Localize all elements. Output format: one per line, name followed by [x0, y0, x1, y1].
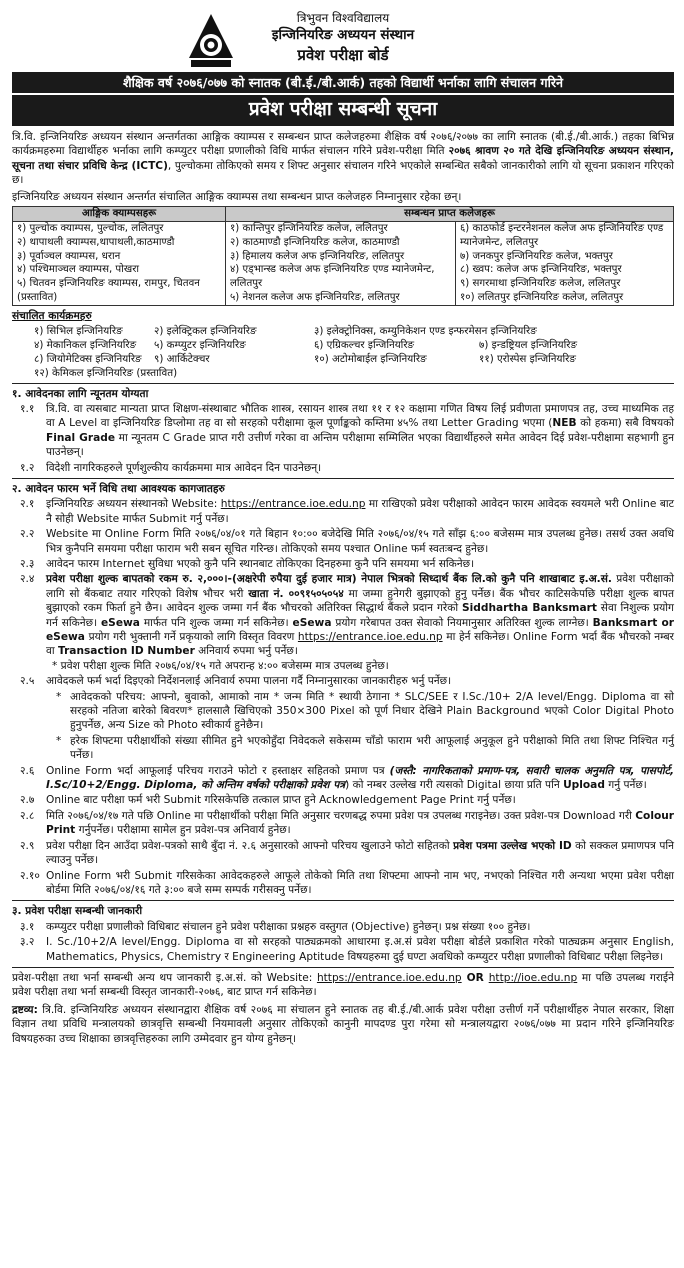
intro-paragraph-2: इन्जिनियरिङ अध्ययन संस्थान अन्तर्गत संचालित आङ्गिक क्याम्पस तथा सम्बन्धन प्राप्त कलेजहरु निम्नानुसार रहेका छन्। — [12, 190, 462, 203]
program-item: ५) कम्प्युटर इन्जिनियरिङ — [154, 338, 246, 351]
program-item: ६) एग्रिकल्चर इन्जिनियरिङ — [314, 338, 415, 351]
list-item: १.२ विदेशी नागरिकहरुले पूर्णशुल्कीय कार्यक्रममा मात्र आवेदन दिन पाउनेछन्। — [20, 461, 322, 474]
section-1-title: १. आवेदनका लागि न्यूनतम योग्यता — [12, 387, 149, 400]
board-name: प्रवेश परीक्षा बोर्ड — [297, 45, 389, 64]
program-item: १०) अटोमोबाईल इन्जिनियरिङ — [314, 352, 427, 365]
list-item: २.१० Online Form भरी Submit गरिसकेका आवेदकहरुले आफूले तोकेको मिति तथा शिफ्टमा आफ्नो नाम भए, नभएको निश्चित गरी अन्यथा भएमा प्रवेश परीक्षा बोर्डमा मिति २०७६/०४/१६ गते ३:०० बजे सम्म सम्पर्क गरीसक्नु पर्नेछ। — [20, 869, 674, 896]
institute-name: इन्जिनियरिङ अध्ययन संस्थान — [271, 27, 415, 44]
entrance-link[interactable]: https://entrance.ioe.edu.np — [220, 498, 366, 511]
program-item: ११) एरोस्पेस इन्जिनियरिङ — [479, 352, 576, 365]
list-item: २.६ Online Form भर्दा आफूलाई परिचय गराउने फोटो र हस्ताक्षर सहितको प्रमाण पत्र (जस्तै: नागरिकताको प्रमाण-पत्र, सवारी चालक अनुमति पत्र, पासपोर्ट, I.Sc/10+2/Engg. Diploma, को अन्तिम वर्षको परीक्षाको प्रवेश पत्र) को नम्बर उल्लेख गरी त्यसको Digital छाया प्रति पनि Upload गर्नु पर्नेछ। — [20, 764, 674, 792]
programs-title: संचालित कार्यक्रमहरु — [12, 310, 92, 323]
constituent-header: आङ्गिक क्याम्पसहरू — [13, 206, 226, 221]
ioe-link[interactable]: http://ioe.edu.np — [488, 971, 578, 984]
program-item: ८) जियोमेटिक्स इन्जिनियरिङ — [34, 352, 142, 365]
header — [12, 10, 674, 72]
list-item: २.८ मिति २०७६/०४/१७ गते पछि Online मा परीक्षार्थीको परीक्षा मिति अनुसार चरणबद्ध रुपमा प्रवेश पत्र उपलब्ध गराइनेछ। उक्त प्रवेश-पत्र Download गरी Colour Print गर्नुपर्नेछ। परीक्षामा सामेल हुन प्रवेश-पत्र अनिवार्य हुनेछ। — [20, 809, 675, 837]
program-item: २) इलेक्ट्रिकल इन्जिनियरिङ — [154, 324, 257, 337]
affiliated-list-a: १) कान्तिपुर इन्जिनियरिङ कलेज, ललितपुर २) काठमाण्डौ इन्जिनियरिङ कलेज, काठमाण्डौ ३) हिमालय कलेज अफ इन्जिनियरिङ, ललितपुर ४) एड्भान्स्ड कलेज अफ इन्जिनियरिङ एण्ड म्यानेजमेन्ट, ललितपुर ५) नेशनल कलेज अफ इन्जिनियरिङ, ललितपुर — [226, 221, 456, 305]
program-item: १) सिभिल इन्जिनियरिङ — [34, 324, 123, 337]
affiliated-header: सम्बन्धन प्राप्त कलेजहरू — [226, 206, 674, 221]
entrance-link[interactable]: https://entrance.ioe.edu.np — [297, 631, 443, 644]
section-2-title: २. आवेदन फारम भर्ने विधि तथा आवश्यक कागजातहरु — [12, 482, 225, 495]
list-item: २.७ Online बाट परीक्षा फर्म भरी Submit गरिसकेपछि तत्काल प्राप्त हुने Acknowledgement Page Print गर्नु पर्नेछ। — [20, 794, 516, 807]
bullet-item: * आवेदकको परिचय: आफ्नो, बुवाको, आमाको नाम * जन्म मिति * स्थायी ठेगाना * SLC/SEE र I.Sc./10+ 2/A level/Engg. Diploma वा सो सरहको नतिजा बारेको बिवरण* हालसालै खिचिएको 350×300 Pixel को पूर्ण निधार देखिने Plain Background भएको Color Digital Photo हुनुपर्नेछ, अन्य Size को Photo स्वीकार्य हुनेछैन। — [56, 690, 674, 732]
list-item: ३.२ I. Sc./10+2/A level/Engg. Diploma वा सो सरहको पाठ्यक्रमको आधारमा इ.अ.सं प्रवेश परीक्षा बोर्डले प्रकाशित गरेको पाठ्यक्रम अनुसार English, Mathematics, Physics, Chemistry र Engineering Aptitude विषयहरुमा दुई घण्टा अवधिको कम्प्युटर परीक्षा प्रणालीको विधिबाट परीक्षा लिइनेछ। — [20, 936, 674, 963]
program-item: ९) आर्किटेक्चर — [154, 352, 210, 365]
list-item: २.३ आवेदन फारम Internet सुविधा भएको कुनै पनि स्थानबाट तोकिएका दिनहरुमा कुनै पनि समयमा भर्न सकिनेछ। — [20, 557, 475, 570]
university-name: त्रिभुवन विश्वविद्यालय — [296, 11, 390, 25]
programs-list — [12, 324, 674, 380]
constituent-list: १) पुल्चोक क्याम्पस, पुल्चोक, ललितपुर २) थापाथली क्याम्पस,थापाथली,काठमाण्डौ ३) पूर्वाञ्चल क्याम्पस, धरान ४) पश्चिमाञ्चल क्याम्पस, पोखरा ५) चितवन इन्जिनियरिङ क्याम्पस, रामपुर, चितवन (प्रस्तावित) — [13, 221, 226, 305]
intro-paragraph: त्रि.वि. इन्जिनियरिङ अध्ययन संस्थान अन्तर्गतका आङ्गिक क्याम्पस र सम्बन्धन प्राप्त कलेजहरुमा शैक्षिक वर्ष २०७६/२०७७ का लागि स्नातक (बी.ई./बी.आर्क.) तहका बिभिन्न कार्यक्रमहरुमा विद्यार्थीहरु भर्नाका लागि कम्प्युटर परीक्षा प्रणालीको विधि मार्फत संचालन गरिने प्रवेश-परीक्षा मिति २०७६ श्रावण २० गते देखि इन्जिनियरिङ अध्ययन संस्थान, सूचना तथा संचार प्रविधि केन्द्र (ICTC), पुल्चोकमा तोकिएको समय र शिफ्ट अनुसार संचालन गरिने भएकोले सम्बन्धित सबैको जानकारीको लागि यो सूचना प्रकाशन गरिएको छ। — [12, 130, 674, 187]
footer-note: द्रष्टव्य: त्रि.वि. इन्जिनियरिङ अध्ययन संस्थानद्वारा शैक्षिक वर्ष २०७६ मा संचालन हुने स्नातक तह बी.ई./बी.आर्क प्रवेश परीक्षा उत्तीर्ण गर्ने परीक्षार्थीहरु नेपाल सरकार, शिक्षा विज्ञान तथा प्रविधि मन्त्रालयको छात्रवृत्ति सम्बन्धी नियमावली अनुसार तोकिएको कानुनी मापदण्ड पुरा गरेमा सो मन्त्रालयद्वारा २०७६/०७७ मा प्रदान गरिने इन्जिनियरिङ विषयहरुका उच्च शिक्षाका छात्रवृत्तिहरुका लागि उम्मेदवार हुन योग्य हुनेछन्। — [12, 1003, 674, 1045]
list-item: १.१ त्रि.वि. वा त्यसबाट मान्यता प्राप्त शिक्षण-संस्थाबाट भौतिक शास्त्र, रसायन शास्त्र तथा ११ र १२ कक्षामा गणित विषय लिई प्रवीणता प्रमाणपत्र तह, उच्च माध्यमिक तह वा A Level वा इन्जिनियरिङ डिप्लोमा तह वा सो सरहको परीक्षामा कूल पूर्णाङ्कको कम्तिमा ४५% तथा Letter Grading भएमा (NEB को हकमा) सबै विषयको Final Grade मा न्यूनतम C Grade प्राप्त गरी उत्तीर्ण गरेका वा अन्तिम परीक्षामा सम्मिलित भएका विद्यार्थीहरुले समेत आवेदन दिई प्रवेश-परीक्षामा सहभागी हुन पाउनेछन्। — [20, 402, 674, 459]
list-item: ३.१ कम्प्युटर परीक्षा प्रणालीको विधिबाट संचालन हुने प्रवेश परीक्षाका प्रश्नहरु वस्तुगत (Objective) हुनेछन्। प्रश्न संख्या १०० हुनेछ। — [20, 920, 531, 933]
institutions-table — [12, 206, 674, 306]
list-item: २.९ प्रवेश परीक्षा दिन आउँदा प्रवेश-पत्रको साथै बुँदा नं. २.६ अनुसारको आफ्नो परिचय खुलाउने फोटो सहितको प्रवेश पत्रमा उल्लेख भएको ID को सक्कल प्रमाणपत्र पनि ल्याउनु पर्नेछ। — [20, 839, 674, 867]
program-item: ३) इलेक्ट्रोनिक्स, कम्युनिकेशन एण्ड इन्फरमेसन इन्जिनियरिङ — [314, 324, 537, 337]
footer-info: प्रवेश-परीक्षा तथा भर्ना सम्बन्धी अन्य थप जानकारी इ.अ.सं. को Website: https://entrance.ioe.edu.np OR http://ioe.edu.np मा पछि उपलब्ध गराईने प्रवेश परीक्षा तथा भर्ना सम्बन्धी विस्तृत जानकारी-२०७६, बाट प्राप्त गर्न सकिनेछ। — [12, 971, 674, 999]
bullet-item: * हरेक शिफ्टमा परीक्षार्थीको संख्या सीमित हुने भएकोहुँदा निवेदकले सकेसम्म चाँडो फाराम भरी आफूलाई अनुकूल हुने परीक्षाको मिति तथा शिफ्ट निश्चित गर्नु पर्नेछ। — [56, 734, 674, 762]
notice-title: प्रवेश परीक्षा सम्बन्धी सूचना — [12, 93, 674, 126]
list-item: २.१ इन्जिनियरिङ अध्ययन संस्थानको Website: https://entrance.ioe.edu.np मा राखिएको प्रवेश परीक्षाको आवेदन फारम आवेदक स्वयमले भरी Online बाट नै सोही Website मार्फत Submit गर्नु पर्नेछ। — [20, 498, 674, 525]
list-item: २.५ आवेदकले फर्म भर्दा दिइएको निर्देशनलाई अनिवार्य रुपमा पालना गर्दै निम्नानुसारका जानकारीहरु भर्नु पर्नेछ। — [20, 675, 452, 688]
notice-subtitle: शैक्षिक वर्ष २०७६/०७७ को स्नातक (बी.ई./बी.आर्क) तहको विद्यार्थी भर्नाका लागि संचालन गरिने — [12, 72, 674, 93]
program-item: १२) केमिकल इन्जिनियरिङ (प्रस्तावित) — [34, 366, 178, 379]
affiliated-list-b: ६) काठफोर्ड इन्टरनेशनल कलेज अफ इन्जिनियरिङ एण्ड म्यानेजमेन्ट, ललितपुर ७) जनकपुर इन्जिनियरिङ कलेज, भक्तपुर ८) ख्वप: कलेज अफ इन्जिनियरिङ, भक्तपुर ९) सगरमाथा इन्जिनियरिङ कलेज, ललितपुर १०) ललितपुर इन्जिनियरिङ कलेज, ललितपुर — [456, 221, 674, 305]
tu-emblem-icon — [186, 12, 236, 68]
list-item: २.२ Website मा Online Form मिति २०७६/०४/०१ गते बिहान १०:०० बजेदेखि मिति २०७६/०४/१५ गते साँझ ६:०० बजेसम्म मात्र उपलब्ध हुनेछ। तसर्थ उक्त अवधि भित्र कुनैपनि समयमा परीक्षा फाराम भरी सबन सूचित गरिन्छ। तोकिएको समय पश्चात Online फर्म स्वतःबन्द हुनेछ। — [20, 528, 674, 555]
section-3-title: ३. प्रवेश परीक्षा सम्बन्धी जानकारी — [12, 905, 143, 918]
program-item: ७) इन्डष्ट्रियल इन्जिनियरिङ — [479, 338, 578, 351]
entrance-link[interactable]: https://entrance.ioe.edu.np — [316, 971, 462, 984]
program-item: ४) मेकानिकल इन्जिनियरिङ — [34, 338, 137, 351]
list-item: २.४ प्रवेश परीक्षा शुल्क बापतको रकम रु. २,०००।-(अक्षरेपी रुपैया दुई हजार मात्र) नेपाल भित्रको सिध्दार्थ बैंक लि.को कुनै पनि शाखाबाट इ.अ.सं. प्रवेश परीक्षाको लागि सो बैंकबाट तयार गरिएको विशेष भौचर भरी खाता नं. ००९१५०५०५४ मा जम्मा हुनेगरी बुझाएको हुनु पर्नेछ। बैंक भौचर काटिसकेपछि परीक्षा शुल्क बापत बुझाएको रकम फिर्ता हुने छैन। आवेदन शुल्क जम्मा गर्न बैंक भौचरको अतिरिक्त सिद्धार्थ बैंकले प्रदान गरेको Siddhartha Banksmart सेवा निशुल्क प्रयोग गर्न सकिनेछ। eSewa मार्फत पनि शुल्क जम्मा गर्न सकिनेछ। eSewa प्रयोग गरेबापत उक्त सेवाको नियमानुसार अतिरिक्त शुल्क लाग्नेछ। Banksmart or eSewa प्रयोग गरी भुक्तानी गर्ने प्रकृयाको लागि विस्तृत विवरण https://entrance.ioe.edu.np मा हेर्न सकिनेछ। Online Form भर्दा बैंक भौचरको नम्बर वा Transaction ID Number अनिवार्य रुपमा भर्नु पर्नेछ। * प्रवेश परीक्षा शुल्क मिति २०७६/०४/१५ गते अपरान्ह ४:०० बजेसम्म मात्र उपलब्ध हुनेछ। — [20, 573, 675, 672]
